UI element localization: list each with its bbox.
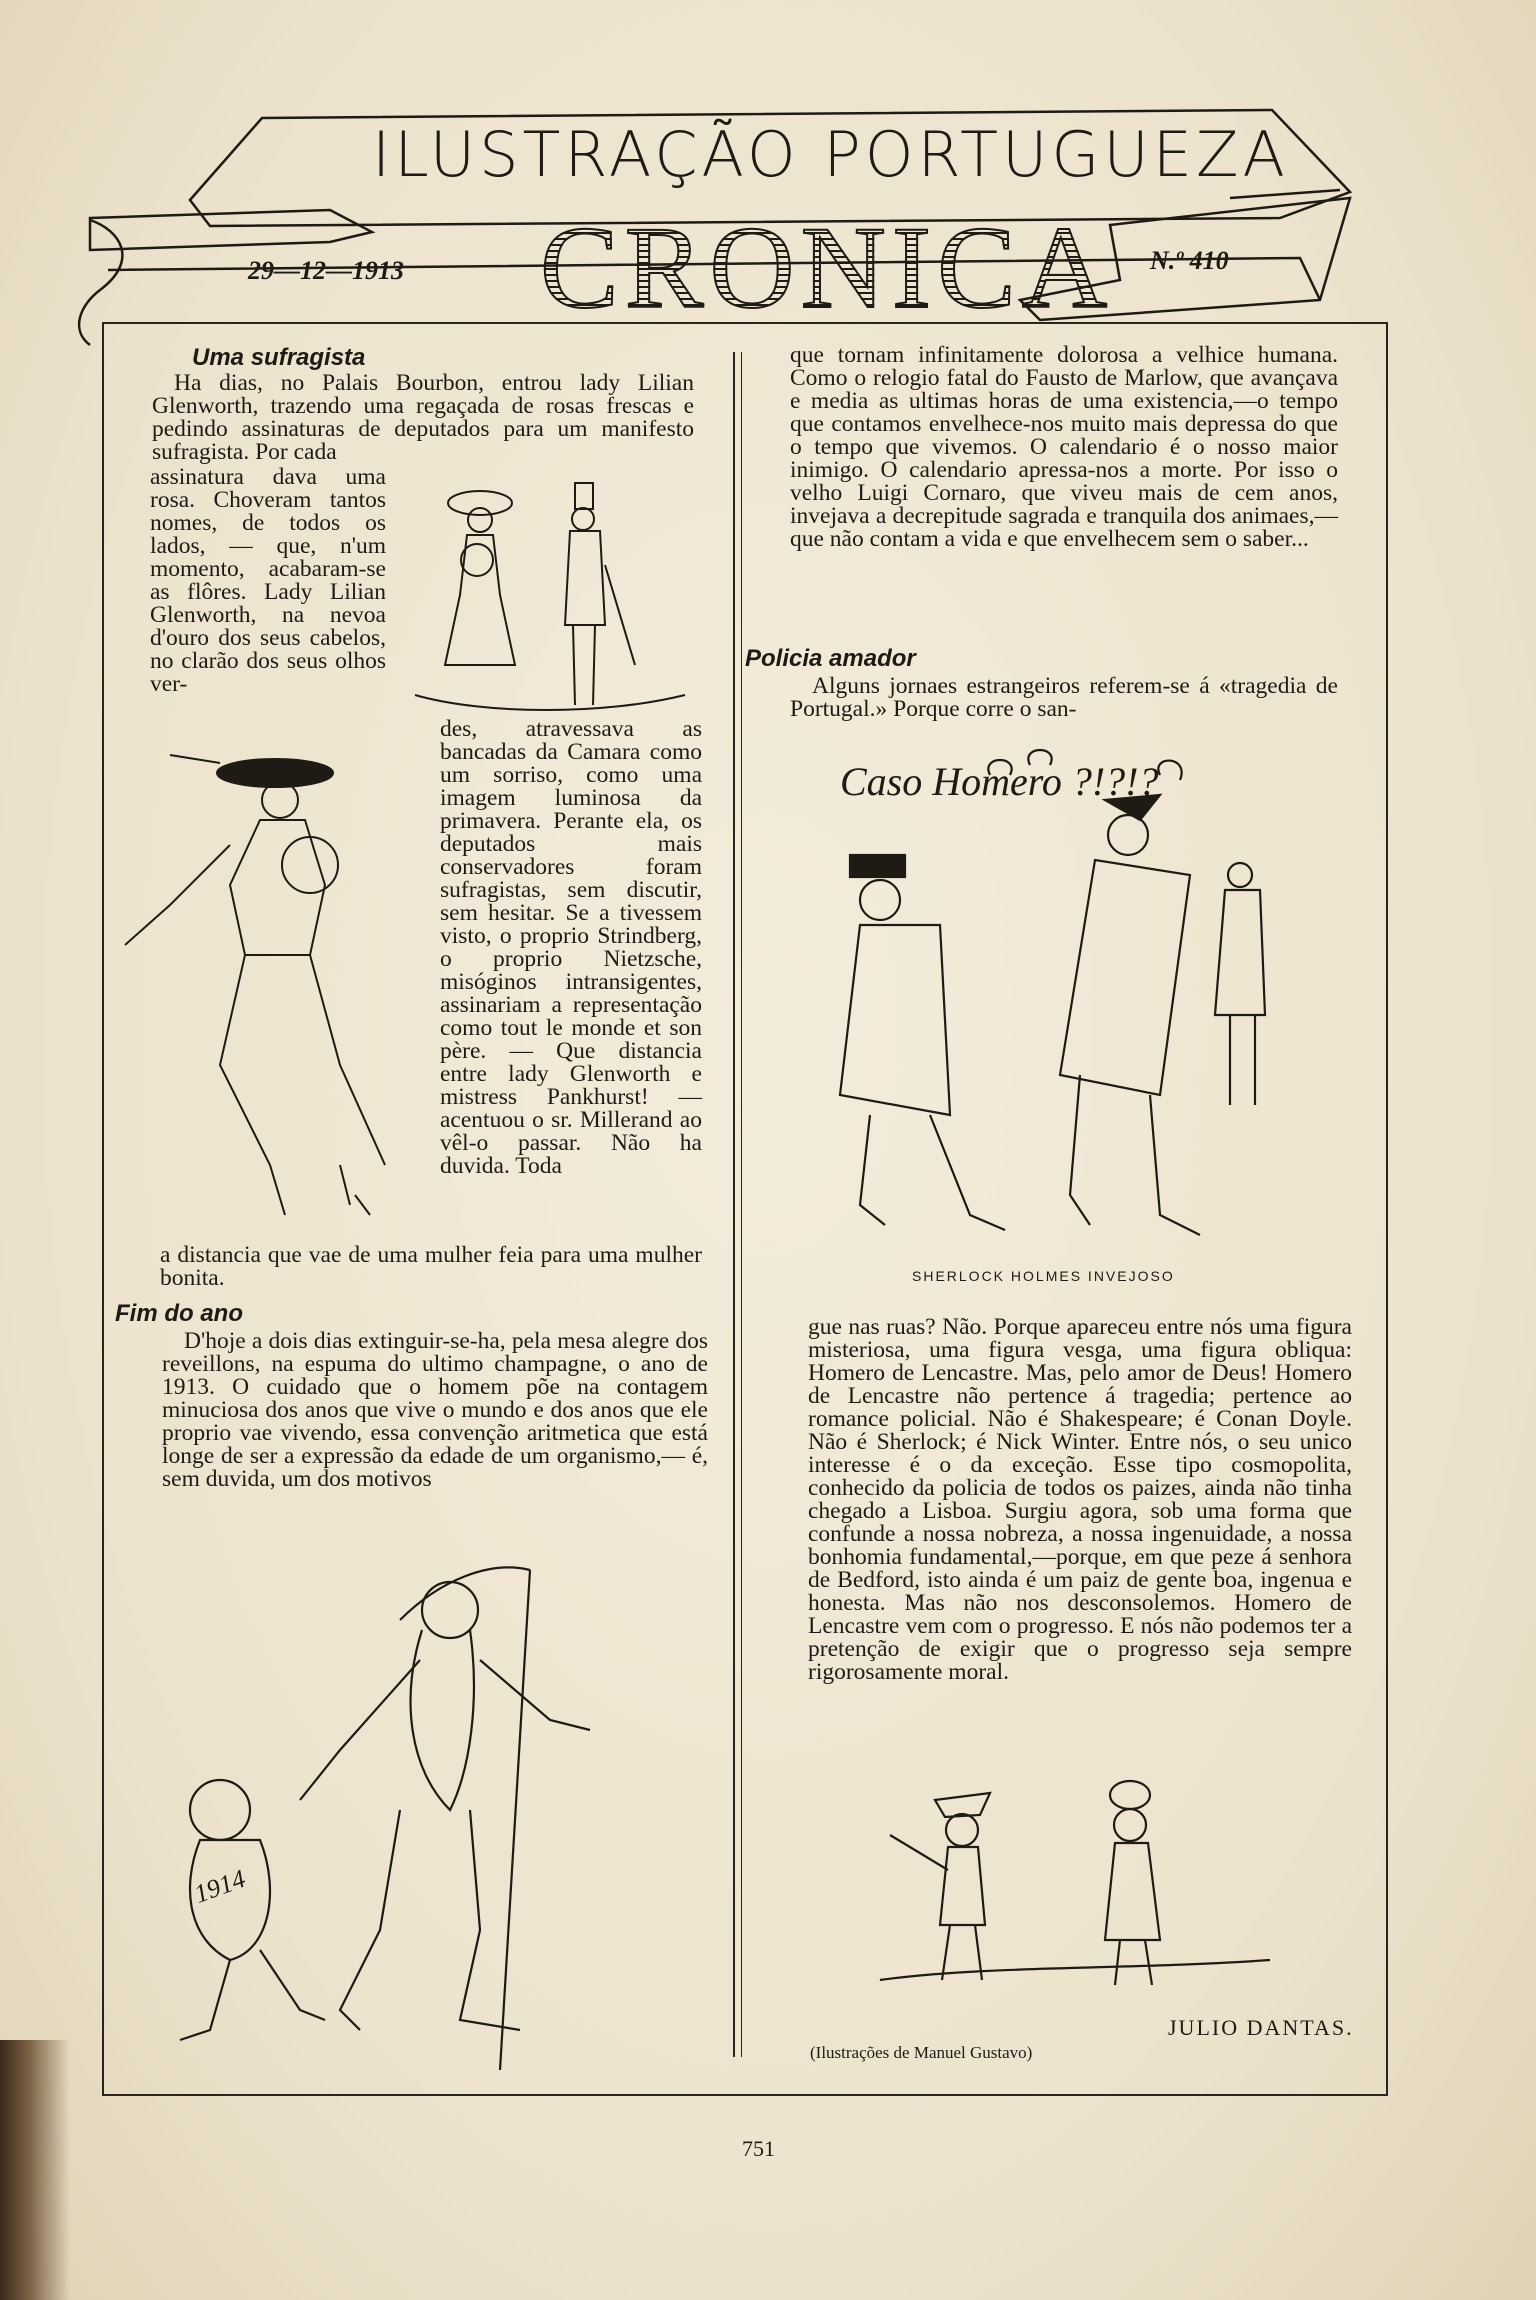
policia-text-b: gue nas ruas? Não. Porque apareceu entre nós uma figura misteriosa, uma figura vesga, uma figura obliqua: Homero de Lencastre. Mas, pelo amor de Deus! Homero de Lencastre não pertence á tragedia; pertence ao romance policial. Não é Shakespeare; é Conan Doyle. Não é Sherlock; é Nick Winter. Entre nós, o seu unico interesse é o da exceção. Esse tipo cosmopolita, conhecido da policia de todos os paizes, ainda não tinha chegado a Lisboa. Surgiu agora, sob uma forma que confunde a nossa nobreza, a nossa ingenuidade, a nossa bonhomia fundamental,—porque, em que peze á senhora de Bedford, isto ainda é um paiz de gente boa, ingenua e honesta. Mas não nos desconsolemos. Homero de Lencastre vem com o progresso. E nós não podemos ter a pretenção de exigir que o progresso seja sempre rigorosamente moral. [808,1314,1352,1685]
heading-policia-amador: Policia amador [745,645,916,672]
illustration-father-time-and-baby [150,1550,670,2070]
page-number: 751 [742,2136,775,2161]
page-burn-stain [0,2040,70,2300]
sufragista-text-a: Ha dias, no Palais Bourbon, entrou lady Lilian Glenworth, trazendo uma regaçada de rosas frescas e pedindo assinaturas de deputados para um manifesto sufragista. Por cada [152,370,694,465]
column-divider-inner [741,352,742,2057]
fim-do-ano-text: D'hoje a dois dias extinguir-se-ha, pela mesa alegre dos reveillons, na espuma do ultimo champagne, o ano de 1913. O cuidado que o homem põe na contagem minuciosa dos anos que vive o mundo e dos anos que ele proprio vae vivendo, essa convenção aritmetica que está longe de ser a expressão da edade de um organismo,— é, sem duvida, um dos motivos [162,1328,708,1492]
sufragista-text-b: assinatura dava uma rosa. Choveram tantos nomes, de todos os lados, — que, n'um momento, acabaram-se as flôres. Lady Lilian Glenworth, na nevoa d'ouro dos seus cabelos, no clarão dos seus olhos ver- [150,464,386,697]
baby-year-label: 1914 [190,1863,250,1909]
heading-fim-do-ano: Fim do ano [115,1300,243,1327]
illustration-lady-and-gentleman [405,465,695,715]
caption-sherlock-holmes: SHERLOCK HOLMES INVEJOSO [912,1268,1175,1284]
sufragista-text-c: des, atravessava as bancadas da Camara como um sorriso, como uma imagem luminosa da primavera. Perante ela, os deputados mais conservadores foram sufragistas, sem discutir, sem hesitar. Se a tivessem visto, o proprio Strindberg, o proprio Nietzsche, misóginos intransigentes, assinariam a representação como tout le monde et son père. — Que distancia entre lady Glenworth e mistress Pankhurst! —acentuou o sr. Millerand ao vêl-o passar. Não ha duvida. Toda [440,716,702,1179]
issue-number: N.º 410 [1150,246,1229,275]
issue-date: 29—12—1913 [248,256,404,285]
illustration-caso-homero [830,735,1310,1295]
illustration-two-gentlemen [870,1775,1290,1995]
fim-do-ano-continued: que tornam infinitamente dolorosa a velhice humana. Como o relogio fatal do Fausto de Marlow, que avançava e media as ultimas horas de uma existencia,—o tempo que contamos envelhece-nos muito mais depressa do que o tempo que vivemos. O calendario é o nosso maior inimigo. O calendario apressa-nos a morte. Por isso o velho Luigi Cornaro, que viveu mais de cem anos, invejava a decrepitude sagrada e tranquila dos animaes,— que não contam a vida e que envelhecem sem o saber... [790,342,1338,552]
column-divider [733,352,735,2057]
magazine-title: ILUSTRAÇÃO PORTUGUEZA [372,118,1289,191]
illustration-credit: (Ilustrações de Manuel Gustavo) [810,2043,1033,2062]
caption-caso-homero: Caso Homero ?!?!? [840,759,1159,804]
section-title: CRONICA [540,200,1113,336]
illustration-suffragist-woman [110,745,410,1245]
heading-uma-sufragista: Uma sufragista [192,344,366,371]
author-signature: JULIO DANTAS. [1168,2015,1354,2040]
policia-text-a: Alguns jornaes estrangeiros referem-se á «tragedia de Portugal.» Porque corre o san- [790,673,1338,722]
sufragista-text-d: a distancia que vae de uma mulher feia para uma mulher bonita. [160,1242,702,1291]
